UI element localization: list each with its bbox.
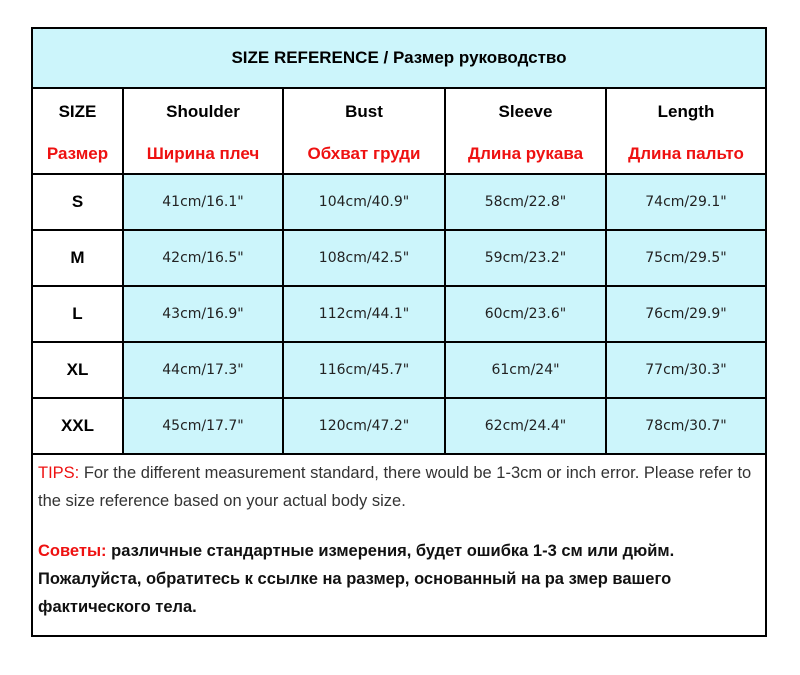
sleeve-value: 62cm/24.4" bbox=[445, 398, 606, 454]
length-value: 77cm/30.3" bbox=[606, 342, 765, 398]
header-size-ru: Размер bbox=[33, 134, 123, 174]
table-row bbox=[33, 174, 765, 230]
size-chart bbox=[31, 27, 767, 637]
bust-value: 116cm/45.7" bbox=[283, 342, 445, 398]
shoulder-value: 45cm/17.7" bbox=[123, 398, 283, 454]
bust-value: 108cm/42.5" bbox=[283, 230, 445, 286]
header-shoulder: Shoulder bbox=[123, 89, 283, 134]
header-sleeve-ru: Длина рукава bbox=[445, 134, 606, 174]
table-row bbox=[33, 286, 765, 342]
tips-english bbox=[38, 459, 759, 515]
size-label: S bbox=[33, 174, 123, 230]
header-bust-ru: Обхват груди bbox=[283, 134, 445, 174]
header-length-ru: Длина пальто bbox=[606, 134, 765, 174]
length-value: 75cm/29.5" bbox=[606, 230, 765, 286]
header-size: SIZE bbox=[33, 89, 123, 134]
chart-title: SIZE REFERENCE / Размер руководство bbox=[33, 29, 765, 89]
shoulder-value: 43cm/16.9" bbox=[123, 286, 283, 342]
size-table bbox=[33, 89, 765, 455]
bust-value: 104cm/40.9" bbox=[283, 174, 445, 230]
header-row-russian bbox=[33, 134, 765, 174]
table-row bbox=[33, 342, 765, 398]
size-label: L bbox=[33, 286, 123, 342]
tips-ru-label: Советы: bbox=[38, 542, 107, 560]
length-value: 76cm/29.9" bbox=[606, 286, 765, 342]
bust-value: 112cm/44.1" bbox=[283, 286, 445, 342]
table-row bbox=[33, 398, 765, 454]
size-label: M bbox=[33, 230, 123, 286]
shoulder-value: 44cm/17.3" bbox=[123, 342, 283, 398]
tips-russian bbox=[38, 537, 759, 621]
table-row bbox=[33, 230, 765, 286]
bust-value: 120cm/47.2" bbox=[283, 398, 445, 454]
size-label: XL bbox=[33, 342, 123, 398]
shoulder-value: 41cm/16.1" bbox=[123, 174, 283, 230]
sleeve-value: 61cm/24" bbox=[445, 342, 606, 398]
notes-section bbox=[33, 455, 765, 621]
header-bust: Bust bbox=[283, 89, 445, 134]
length-value: 74cm/29.1" bbox=[606, 174, 765, 230]
length-value: 78cm/30.7" bbox=[606, 398, 765, 454]
sleeve-value: 59cm/23.2" bbox=[445, 230, 606, 286]
sleeve-value: 58cm/22.8" bbox=[445, 174, 606, 230]
header-sleeve: Sleeve bbox=[445, 89, 606, 134]
header-row-english bbox=[33, 89, 765, 134]
size-label: XXL bbox=[33, 398, 123, 454]
tips-text: For the different measurement standard, there would be 1-3cm or inch error. Please refer to the size reference based on your actual body size. bbox=[38, 464, 752, 510]
header-length: Length bbox=[606, 89, 765, 134]
tips-label: TIPS: bbox=[38, 464, 80, 482]
shoulder-value: 42cm/16.5" bbox=[123, 230, 283, 286]
sleeve-value: 60cm/23.6" bbox=[445, 286, 606, 342]
tips-ru-text: различные стандартные измерения, будет ошибка 1-3 см или дюйм. Пожалуйста, обратитесь к ссылке на размер, основанный на ра змер вашего фактического тела. bbox=[38, 542, 675, 616]
header-shoulder-ru: Ширина плеч bbox=[123, 134, 283, 174]
